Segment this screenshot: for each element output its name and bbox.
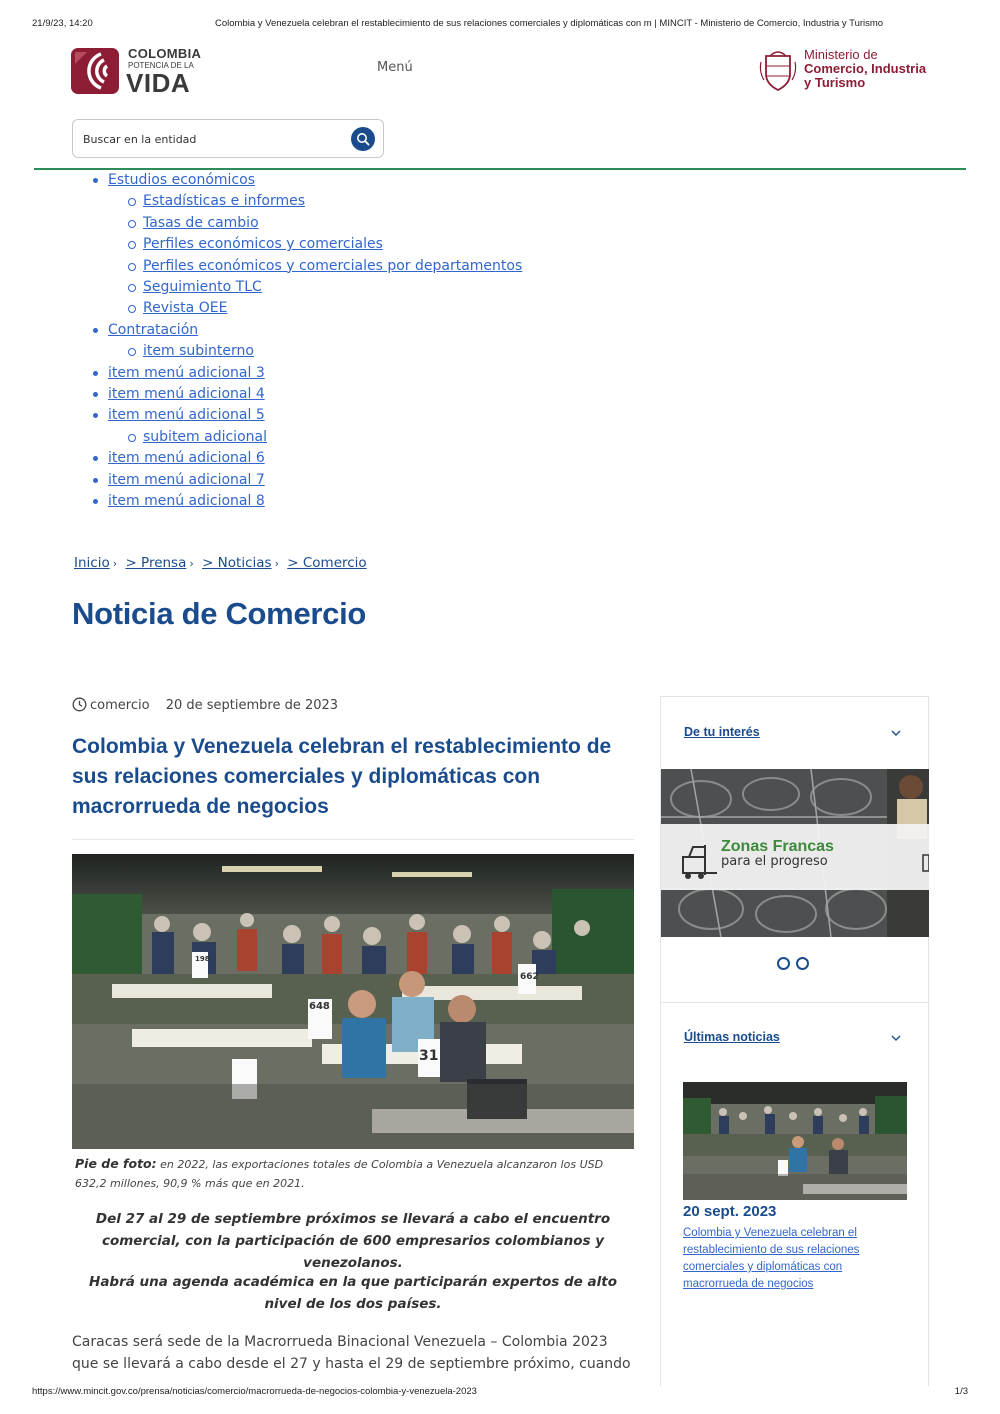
photo-caption — [75, 1154, 630, 1193]
nav-subitem — [88, 234, 522, 255]
nav-link-contratacion[interactable]: Contratación — [108, 321, 199, 338]
article-lead-1: Del 27 al 29 de septiembre próximos se llevará a cabo el encuentro comercial, con la participación de 600 empresarios colombianos y venezolanos. — [95, 1211, 611, 1271]
breadcrumb-prensa[interactable]: > Prensa — [125, 555, 187, 571]
search-icon — [356, 132, 370, 146]
nav-link-adicional-6[interactable]: item menú adicional 6 — [108, 450, 265, 467]
table-number-31: 31 — [419, 1048, 439, 1064]
logo-line-potencia: POTENCIA DE LA — [128, 61, 194, 70]
breadcrumb-separator-icon: › — [112, 557, 118, 570]
breadcrumb-separator-icon: › — [274, 557, 279, 570]
logo-line-colombia: COLOMBIA — [128, 46, 202, 61]
print-url: https://www.mincit.gov.co/prensa/noticias/comercio/macrorrueda-de-negocios-colombia-y-venezuela-2023 — [32, 1386, 477, 1397]
breadcrumb-comercio[interactable]: > Comercio — [287, 555, 367, 571]
nav-link-seguimiento-tlc[interactable]: Seguimiento TLC — [143, 279, 262, 296]
nav-item — [88, 363, 522, 384]
page-title: Noticia de Comercio — [72, 596, 367, 631]
article-title: Colombia y Venezuela celebran el restablecimiento de sus relaciones comerciales y diplomáticas con macrorrueda de negocios — [72, 735, 612, 818]
banner-line-2: para el progreso — [721, 854, 828, 869]
colombia-logo-mark-icon — [71, 48, 119, 94]
article-divider — [72, 839, 634, 840]
breadcrumb — [74, 555, 367, 571]
menu-button[interactable]: Menú — [377, 60, 413, 75]
photo-caption-text: en 2022, las exportaciones totales de Colombia a Venezuela alcanzaron los USD 632,2 millones, 90,9 % más que en 2021. — [75, 1158, 604, 1190]
nav-link-item-subinterno[interactable]: item subinterno — [143, 343, 254, 360]
mincit-line-3: y Turismo — [804, 75, 866, 90]
photo-caption-label: Pie de foto: — [75, 1156, 157, 1171]
chevron-down-icon[interactable] — [890, 729, 902, 737]
mincit-line-1: Ministerio de — [804, 47, 878, 62]
nav-subitem — [88, 298, 522, 319]
search-box — [72, 119, 384, 158]
colombia-potencia-de-la-vida-logo[interactable] — [71, 46, 201, 96]
latest-news-date: 20 sept. 2023 — [683, 1203, 777, 1220]
chevron-down-icon[interactable] — [890, 1034, 902, 1042]
nav-subitem — [88, 427, 522, 448]
de-tu-interes-toggle[interactable]: De tu interés — [684, 725, 760, 739]
nav-link-adicional-5[interactable]: item menú adicional 5 — [108, 407, 265, 424]
nav-subitem — [88, 256, 522, 277]
main-navigation — [88, 170, 522, 513]
search-button[interactable] — [351, 127, 375, 151]
breadcrumb-separator-icon: › — [189, 557, 194, 570]
banner-line-1: Zonas Francas — [721, 838, 834, 855]
table-number-198: 198 — [195, 955, 210, 963]
nav-link-estadisticas[interactable]: Estadísticas e informes — [143, 193, 306, 210]
search-input[interactable] — [83, 130, 343, 148]
table-number-662: 662 — [520, 972, 539, 982]
nav-item — [88, 320, 522, 341]
nav-link-adicional-4[interactable]: item menú adicional 4 — [108, 386, 265, 403]
nav-subitem — [88, 191, 522, 212]
article-photo — [72, 854, 634, 1149]
nav-item — [88, 384, 522, 405]
print-page-number: 1/3 — [954, 1386, 968, 1397]
nav-subitem — [88, 213, 522, 234]
sidebar-divider — [661, 1002, 929, 1003]
carousel-dots — [777, 955, 815, 974]
colombia-coat-of-arms-icon — [758, 48, 798, 92]
mincit-line-2: Comercio, Industria — [804, 61, 927, 76]
nav-subitem — [88, 277, 522, 298]
mincit-logo[interactable] — [758, 48, 938, 94]
article-category: comercio — [90, 698, 150, 713]
article-body: Caracas será sede de la Macrorrueda Binacional Venezuela – Colombia 2023 que se llevará a cabo desde el 27 y hasta el 29 de septiembre próximo, cuando — [72, 1334, 631, 1372]
latest-news-link[interactable]: Colombia y Venezuela celebran el restablecimiento de sus relaciones comerciales y diplomáticas con macrorrueda de negocios — [683, 1227, 860, 1290]
breadcrumb-inicio[interactable]: Inicio — [74, 555, 110, 571]
article-date: 20 de septiembre de 2023 — [165, 698, 339, 713]
nav-link-adicional-8[interactable]: item menú adicional 8 — [108, 493, 265, 510]
nav-link-perfiles[interactable]: Perfiles económicos y comerciales — [143, 236, 383, 253]
article-meta — [72, 697, 338, 713]
sidebar — [660, 696, 929, 1386]
latest-news-thumbnail[interactable] — [683, 1082, 907, 1200]
nav-item — [88, 448, 522, 469]
nav-subitem — [88, 341, 522, 362]
clock-icon — [72, 697, 87, 712]
nav-link-revista-oee[interactable]: Revista OEE — [143, 300, 228, 317]
ultimas-noticias-toggle[interactable]: Últimas noticias — [684, 1030, 780, 1044]
nav-item — [88, 405, 522, 426]
logo-line-vida: VIDA — [126, 68, 191, 98]
nav-link-perfiles-departamentos[interactable]: Perfiles económicos y comerciales por departamentos — [143, 257, 523, 274]
breadcrumb-noticias[interactable]: > Noticias — [202, 555, 272, 571]
zonas-francas-banner[interactable] — [661, 769, 929, 937]
nav-link-subitem-adicional[interactable]: subitem adicional — [143, 428, 267, 445]
print-page-title: Colombia y Venezuela celebran el restablecimiento de sus relaciones comerciales y diplomáticas con m | MINCIT - Ministerio de Comercio, Industria y Turismo — [215, 18, 884, 29]
nav-item — [88, 470, 522, 491]
print-timestamp: 21/9/23, 14:20 — [32, 18, 93, 29]
table-number-648: 648 — [309, 1001, 330, 1012]
article-lead-2: Habrá una agenda académica en la que participarán expertos de alto nivel de los dos países. — [89, 1274, 617, 1312]
nav-link-estudios-economicos[interactable]: Estudios económicos — [108, 172, 255, 188]
nav-link-tasas-de-cambio[interactable]: Tasas de cambio — [143, 214, 259, 231]
nav-item — [88, 491, 522, 512]
carousel-dot-1[interactable] — [777, 957, 790, 970]
nav-item — [88, 170, 522, 191]
nav-link-adicional-7[interactable]: item menú adicional 7 — [108, 471, 265, 488]
carousel-dot-2[interactable] — [796, 957, 809, 970]
nav-link-adicional-3[interactable]: item menú adicional 3 — [108, 364, 265, 381]
